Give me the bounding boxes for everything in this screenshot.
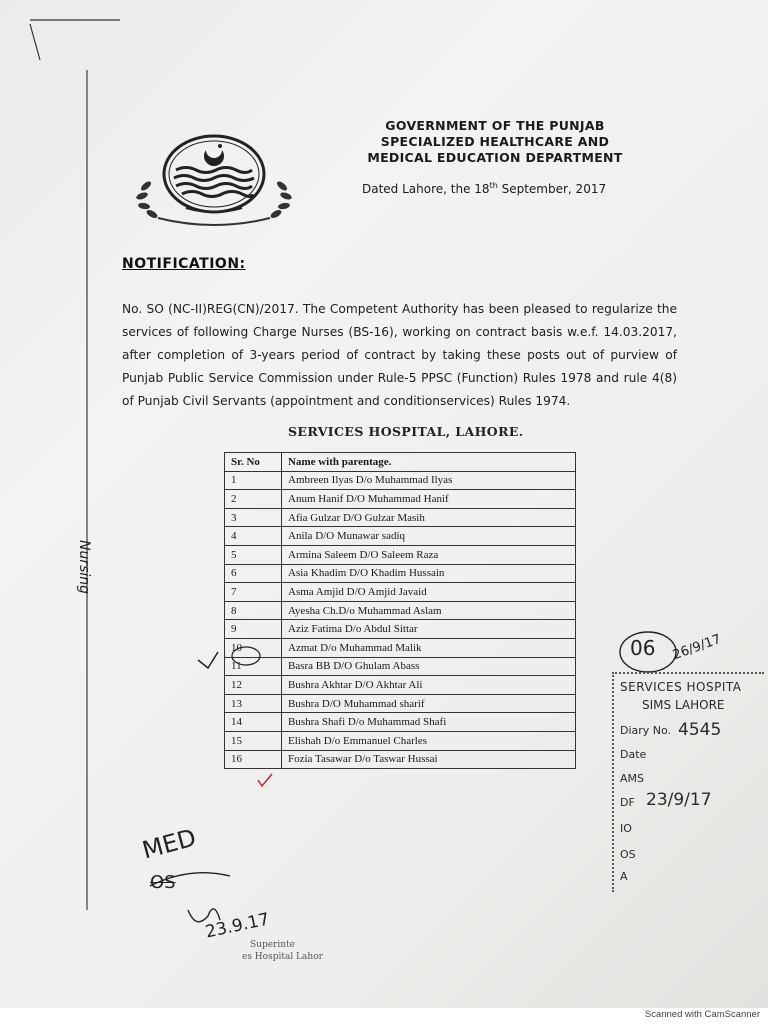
- dated-sup: th: [489, 181, 498, 190]
- row-sr-no: 15: [225, 731, 282, 750]
- dated-prefix: Dated Lahore, the 18: [362, 182, 490, 196]
- circle-date: 26/9/17: [670, 631, 724, 664]
- row-sr-no: 10: [225, 638, 282, 657]
- row-sr-no: 4: [225, 527, 282, 546]
- stamp-date-label: Date: [620, 748, 647, 761]
- signature-date: 23.9.17: [203, 909, 272, 943]
- row-name: Asma Amjid D/O Amjid Javaid: [282, 583, 576, 602]
- row-sr-no: 8: [225, 601, 282, 620]
- receiving-stamp: [612, 672, 768, 902]
- table-subheading: SERVICES HOSPITAL, LAHORE.: [288, 424, 524, 439]
- stamp-io-label: IO: [620, 822, 632, 835]
- stamp-df-label: DF: [620, 796, 635, 809]
- row-sr-no: 1: [225, 471, 282, 490]
- row-sr-no: 9: [225, 620, 282, 639]
- row-name: Aziz Fatima D/o Abdul Sittar: [282, 620, 576, 639]
- row-name: Ayesha Ch.D/o Muhammad Aslam: [282, 601, 576, 620]
- row-sr-no: 3: [225, 508, 282, 527]
- row-sr-no: 11: [225, 657, 282, 676]
- stamp-diary-label: Diary No.: [620, 724, 672, 737]
- med-sub: OS: [150, 872, 176, 893]
- row-name: Basra BB D/O Ghulam Abass: [282, 657, 576, 676]
- row-name: Asia Khadim D/O Khadim Hussain: [282, 564, 576, 583]
- stamp-os-label: OS: [620, 848, 636, 861]
- row-sr-no: 6: [225, 564, 282, 583]
- row-name: Bushra D/O Muhammad sharif: [282, 694, 576, 713]
- superintendent-stamp-line-1: Superinte: [250, 940, 295, 950]
- row-name: Elishah D/o Emmanuel Charles: [282, 731, 576, 750]
- header-line-2: SPECIALIZED HEALTHCARE AND: [380, 134, 610, 149]
- row-name: Armina Saleem D/O Saleem Raza: [282, 545, 576, 564]
- row-name: Fozia Tasawar D/o Taswar Hussai: [282, 750, 576, 769]
- row-sr-no: 16: [225, 750, 282, 769]
- header-line-1: GOVERNMENT OF THE PUNJAB: [385, 118, 605, 133]
- dated-suffix: September, 2017: [497, 182, 607, 196]
- camscanner-watermark: Scanned with CamScanner: [644, 1009, 760, 1020]
- row-name: Bushra Shafi D/o Muhammad Shafi: [282, 713, 576, 732]
- stamp-diary-value: 4545: [678, 720, 722, 740]
- row-name: Anila D/O Munawar sadiq: [282, 527, 576, 546]
- stamp-title-2: SIMS LAHORE: [642, 698, 725, 712]
- header-sr-no: Sr. No: [225, 453, 282, 472]
- row-sr-no: 2: [225, 490, 282, 509]
- row-sr-no: 13: [225, 694, 282, 713]
- row-sr-no: 7: [225, 583, 282, 602]
- header-line-3: MEDICAL EDUCATION DEPARTMENT: [367, 150, 623, 165]
- row-sr-no: 12: [225, 676, 282, 695]
- row-sr-no: 5: [225, 545, 282, 564]
- row-name: Ambreen Ilyas D/o Muhammad Ilyas: [282, 471, 576, 490]
- row-name: Anum Hanif D/O Muhammad Hanif: [282, 490, 576, 509]
- stamp-ams-label: AMS: [620, 772, 644, 785]
- notification-title: NOTIFICATION:: [122, 256, 246, 272]
- margin-note: Nursing: [76, 540, 92, 595]
- row-sr-no: 14: [225, 713, 282, 732]
- superintendent-stamp-line-2: es Hospital Lahor: [242, 952, 323, 962]
- circle-note: 06: [630, 636, 656, 660]
- row-name: Azmat D/o Muhammad Malik: [282, 638, 576, 657]
- stamp-a-label: A: [620, 870, 628, 883]
- header-name: Name with parentage.: [282, 453, 576, 472]
- stamp-df-value: 23/9/17: [646, 790, 712, 810]
- row-name: Afia Gulzar D/O Gulzar Masih: [282, 508, 576, 527]
- row-name: Bushra Akhtar D/O Akhtar Ali: [282, 676, 576, 695]
- stamp-title-1: SERVICES HOSPITA: [620, 680, 742, 694]
- notification-body: No. SO (NC-II)REG(CN)/2017. The Competent Authority has been pleased to regularize the services of following Charge Nurses (BS-16), working on contract basis w.e.f. 14.03.2017, after completion of 3-years period of contract by taking these posts out of purview of Punjab Public Service Commission under Rule-5 PPSC (Function) Rules 1978 and rule 4(8) of Punjab Civil Servants (appointment and conditionservices) Rules 1974.: [122, 302, 677, 408]
- med-note: MED: [139, 823, 200, 865]
